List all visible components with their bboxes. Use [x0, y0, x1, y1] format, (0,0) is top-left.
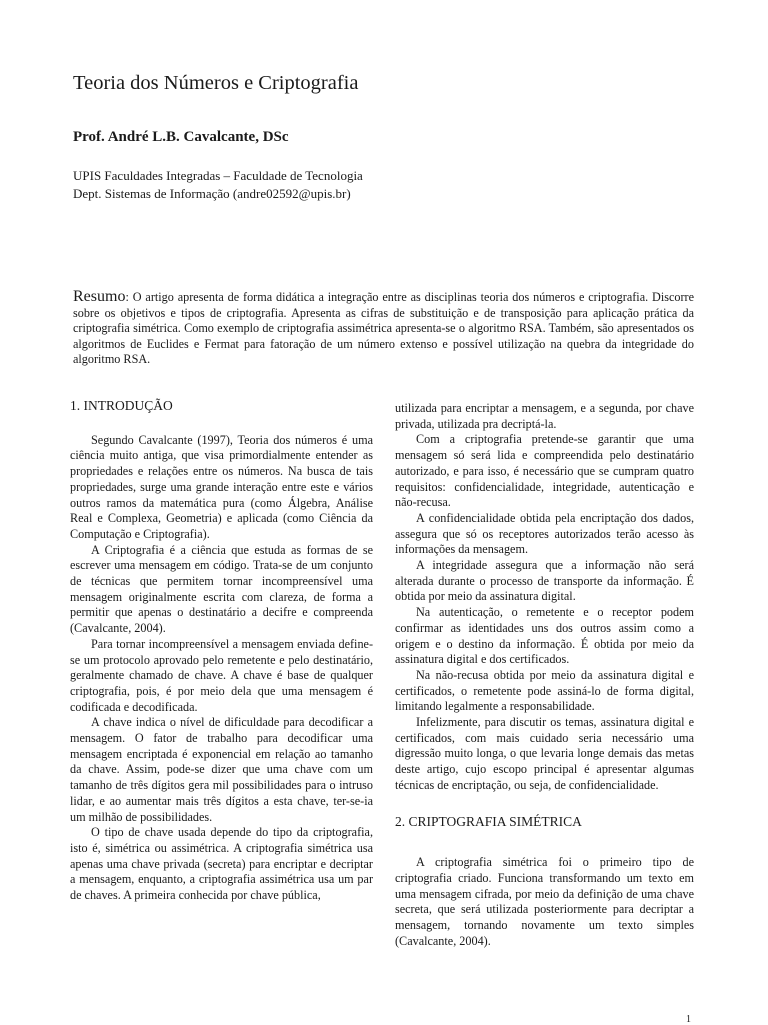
page-number: 1 [686, 1014, 691, 1025]
paragraph: Infelizmente, para discutir os temas, assinatura digital e certificados, com mais cuidado seria necessário uma digressão muito longa, o que levaria longe demais das metas deste artigo, cujo escopo principal é apresentar algumas técnicas de encriptação, ou seja, de confidencialidade. [395, 715, 694, 792]
paragraph: Segundo Cavalcante (1997), Teoria dos números é uma ciência muito antiga, que visa primordialmente entender as propriedades e relações entre os números. Na busca de tais propriedades, surge uma grande interação entre este e vários outros ramos da matemática pura (como Álgebra, Análise Real e Complexa, Geometria) e aplicada (como Ciência da Computação e Criptografia). [70, 432, 373, 541]
paragraph: A criptografia simétrica foi o primeiro tipo de criptografia criado. Funciona transformando um texto em uma mensagem cifrada, por meio da definição de uma chave secreta, que será utilizada posteriormente para decriptar a mensagem, tornando novamente um texto simples (Cavalcante, 2004). [395, 855, 694, 948]
paragraph: A Criptografia é a ciência que estuda as formas de se escrever uma mensagem em código. Trata-se de um conjunto de técnicas que permitem tornar incompreensível uma mensagem originalmente escrita com clareza, de forma a permitir que apenas o destinatário a decifre e compreenda (Cavalcante, 2004). [70, 542, 373, 636]
paragraph: Na autenticação, o remetente e o receptor podem confirmar as identidades uns dos outros assim como a origem e o destino da informação. É obtida por meio da assinatura digital e dos certificados. [395, 605, 694, 667]
section-heading-symmetric-cryptography: 2. CRIPTOGRAFIA SIMÉTRICA [395, 813, 582, 829]
section-heading-introduction: 1. INTRODUÇÃO [70, 398, 173, 413]
paragraph: A chave indica o nível de dificuldade para decodificar a mensagem. O fator de trabalho para decodificar uma mensagem encriptada é exponencial em relação ao tamanho da chave. Assim, pode-se dizer que uma chave com um tamanho de três dígitos gera mil possibilidades para o intruso lidar, e ao aumentar mais três dígitos a esta chave, ter-se-ia um milhão de possibilidades. [70, 715, 373, 824]
paragraph: Na não-recusa obtida por meio da assinatura digital e certificados, o remetente pode assiná-lo de forma digital, limitando legalmente a responsabilidade. [395, 667, 694, 714]
paragraph-continuation: utilizada para encriptar a mensagem, e a segunda, por chave privada, utilizada pra decriptá-la. [395, 401, 694, 431]
paper-title: Teoria dos Números e Criptografia [73, 72, 359, 94]
paragraph: Para tornar incompreensível a mensagem enviada define-se um protocolo aprovado pelo remetente e pelo destinatário, geralmente chamado de chave. A chave é base de qualquer criptografia, pois, é por meio dela que uma mensagem é codificada e decodificada. [70, 636, 373, 714]
affiliation-institution: UPIS Faculdades Integradas – Faculdade de Tecnologia [73, 168, 363, 183]
paragraph: O tipo de chave usada depende do tipo da criptografia, isto é, simétrica ou assimétrica. A criptografia simétrica usa apenas uma chave privada (secreta) para encriptar e decriptar a mensagem, enquanto, a criptografia assimétrica usa um par de chaves. A primeira conhecida por chave pública, [70, 825, 373, 903]
affiliation-department: Dept. Sistemas de Informação (andre02592@upis.br) [73, 186, 351, 201]
right-column [395, 401, 694, 950]
abstract [73, 289, 694, 368]
abstract-text: : O artigo apresenta de forma didática a integração entre as disciplinas teoria dos números e criptografia. Discorre sobre os objetivos e tipos de criptografia. Apresenta as cifras de substituição e de transposição para aplicação prática da criptografia simétrica. Como exemplo de criptografia assimétrica apresenta-se o algoritmo RSA. Também, são apresentados os algoritmos de Euclides e Fermat para fatoração de um número extenso e possível utilização na quebra da integridade do algoritmo RSA. [73, 290, 694, 366]
abstract-label: Resumo [73, 288, 126, 305]
author-name: Prof. André L.B. Cavalcante, DSc [73, 129, 289, 145]
paragraph: A integridade assegura que a informação não será alterada durante o processo de transporte da informação. É obtida por meio da assinatura digital. [395, 558, 694, 604]
paragraph: Com a criptografia pretende-se garantir que uma mensagem só será lida e compreendida pelo destinatário autorizado, e para isso, é necessário que se cumpram quatro requisitos: confidencialidade, integridade, autenticação e não-recusa. [395, 432, 694, 510]
affiliation [73, 167, 363, 203]
left-column [70, 398, 373, 904]
paragraph: A confidencialidade obtida pela encriptação dos dados, assegura que só os receptores autorizados terão acesso às informações da mensagem. [395, 510, 694, 557]
